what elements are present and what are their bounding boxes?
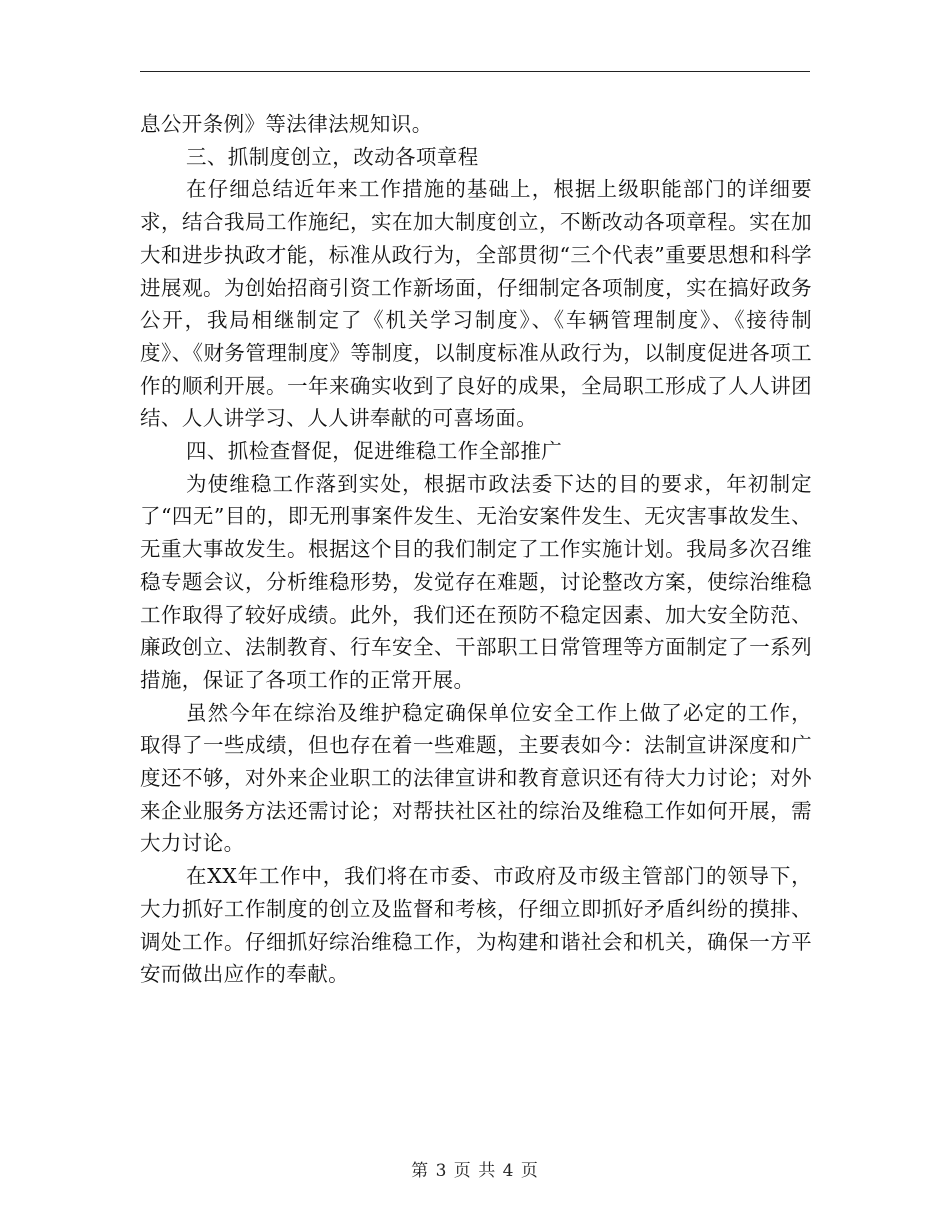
paragraph-outlook: 在XX年工作中，我们将在市委、市政府及市级主管部门的领导下，大力抓好工作制度的创立及监督和考核，仔细立即抓好矛盾纠纷的摸排、调处工作。仔细抓好综治维稳工作，为构建和谐社会和机关，确保一方平安而做出应作的奉献。 <box>140 864 812 987</box>
paragraph-problems: 虽然今年在综治及维护稳定确保单位安全工作上做了必定的工作，取得了一些成绩，但也存在着一些难题，主要表如今：法制宣讲深度和广度还不够，对外来企业职工的法律宣讲和教育意识还有待大力讨论；对外来企业服务方法还需讨论；对帮扶社区社的综治及维稳工作如何开展，需大力讨论。 <box>140 700 812 856</box>
section-heading-three: 三、抓制度创立，改动各项章程 <box>186 144 479 169</box>
section-heading-four: 四、抓检查督促，促进维稳工作全部推广 <box>186 439 563 464</box>
header-rule <box>140 71 810 72</box>
document-body <box>140 108 812 991</box>
paragraph-continuation: 息公开条例》等法律法规知识。 <box>140 112 433 136</box>
paragraph-system-building: 在仔细总结近年来工作措施的基础上，根据上级职能部门的详细要求，结合我局工作施纪，实在加大制度创立，不断改动各项章程。实在加大和进步执政才能，标准从政行为，全部贯彻“三个代表”重要思想和科学进展观。为创始招商引资工作新场面，仔细制定各项制度，实在搞好政务公开，我局相继制定了《机关学习制度》、《车辆管理制度》、《接待制度》、《财务管理制度》等制度，以制度标准从政行为，以制度促进各项工作的顺利开展。一年来确实收到了良好的成果，全局职工形成了人人讲团结、人人讲学习、人人讲奉献的可喜场面。 <box>140 177 812 431</box>
paragraph-stability-work: 为使维稳工作落到实处，根据市政法委下达的目的要求，年初制定了“四无”目的，即无刑事案件发生、无治安案件发生、无灾害事故发生、无重大事故发生。根据这个目的我们制定了工作实施计划。我局多次召维稳专题会议，分析维稳形势，发觉存在难题，讨论整改方案，使综治维稳工作取得了较好成绩。此外，我们还在预防不稳定因素、加大安全防范、廉政创立、法制教育、行车安全、干部职工日常管理等方面制定了一系列措施，保证了各项工作的正常开展。 <box>140 471 812 692</box>
page-number-footer: 第 3 页 共 4 页 <box>411 1161 539 1181</box>
